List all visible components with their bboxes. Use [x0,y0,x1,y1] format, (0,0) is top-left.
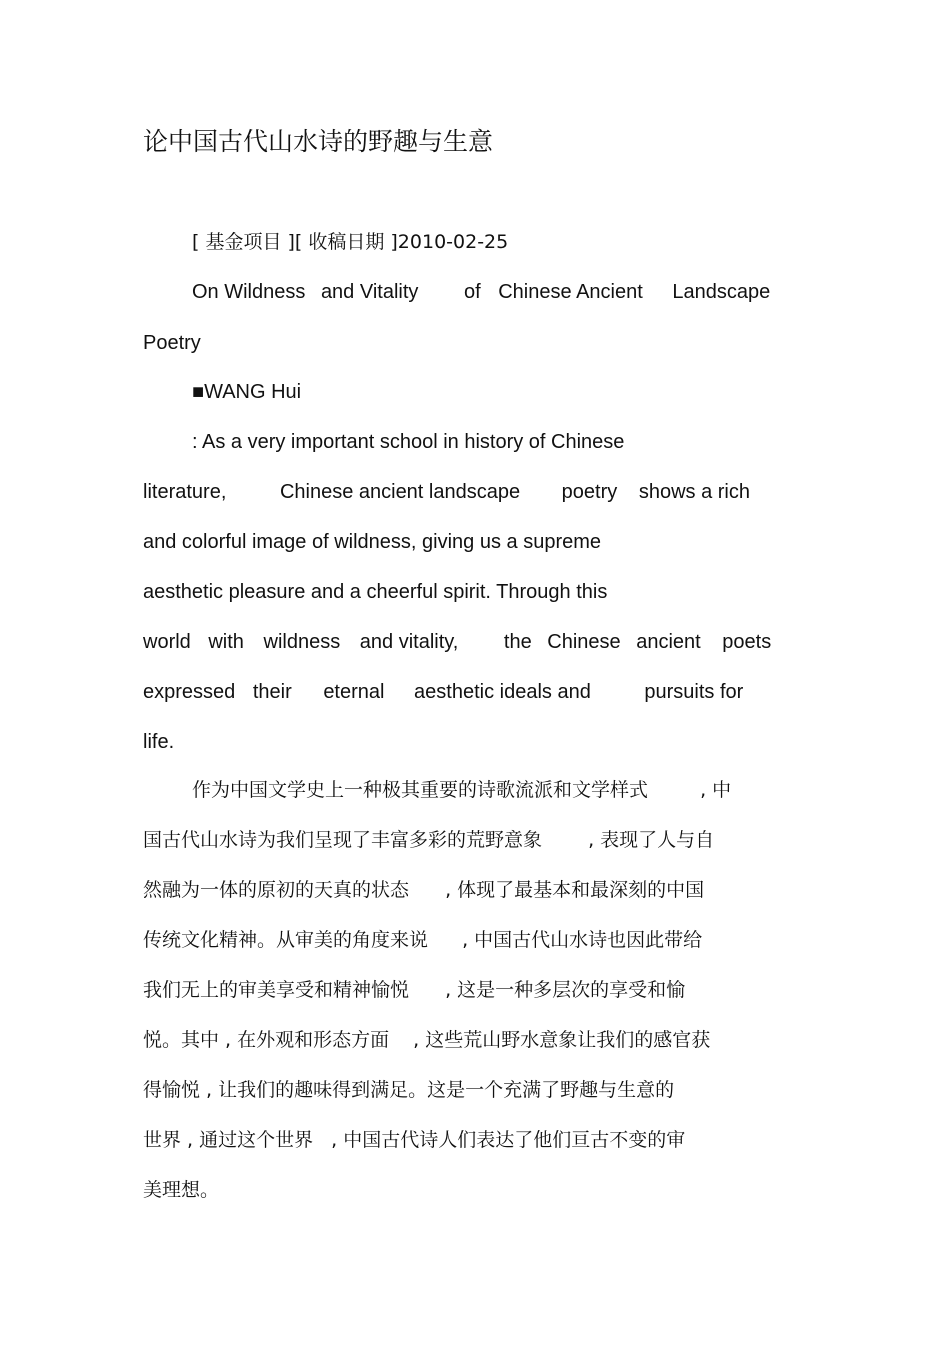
body-segment: , 中 [700,779,732,801]
body-segment: , 这些荒山野水意象让我们的感官获 [413,1029,711,1051]
body-line-4 [143,928,702,952]
abstract-line-1: : As a very important school in history of Chinese [192,431,625,453]
fund-and-date-line: [ 基金项目 ][ 收稿日期 ]2010-02-25 [192,231,509,253]
abstract-segment: literature, [143,481,227,503]
english-title-segment: On Wildness [192,281,306,303]
body-line-5 [143,978,685,1002]
english-title-line-2: Poetry [143,332,201,354]
abstract-segment: wildness [263,631,341,653]
body-segment: 作为中国文学史上一种极其重要的诗歌流派和文学样式 [192,779,649,801]
abstract-segment: world [143,631,191,653]
body-segment: 我们无上的审美享受和精神愉悦 [143,979,410,1001]
abstract-line-6 [143,680,743,704]
body-segment: 世界 , 通过这个世界 [143,1129,314,1151]
abstract-segment: poets [722,631,772,653]
abstract-segment: ancient [636,631,701,653]
body-segment: , 体现了最基本和最深刻的中国 [445,879,705,901]
abstract-segment: Chinese [547,631,621,653]
body-segment: 然融为一体的原初的天真的状态 [143,879,410,901]
body-segment: , 中国古代诗人们表达了他们亘古不变的审 [331,1129,686,1151]
abstract-segment: the [503,631,532,653]
abstract-segment: and vitality, [359,631,459,653]
abstract-segment: expressed [143,681,236,703]
abstract-segment: Chinese ancient landscape [279,481,521,503]
body-segment: , 中国古代山水诗也因此带给 [462,929,703,951]
body-segment: 悦。其中 , 在外观和形态方面 [143,1029,390,1051]
body-segment: 国古代山水诗为我们呈现了丰富多彩的荒野意象 [143,829,543,851]
body-segment: , 表现了人与自 [588,829,715,851]
body-line-7: 得愉悦 , 让我们的趣味得到满足。这是一个充满了野趣与生意的 [143,1079,675,1101]
abstract-line-3: and colorful image of wildness, giving us a supreme [143,531,602,553]
english-title-segment: Chinese Ancient [498,281,643,303]
english-title-segment: and Vitality [320,281,419,303]
author-line: ■WANG Hui [192,381,302,403]
body-line-3 [143,878,704,902]
abstract-segment: shows a rich [638,481,750,503]
abstract-segment: eternal [323,681,385,703]
abstract-segment: pursuits for [644,681,744,703]
english-title-segment: of [463,281,481,303]
body-line-9: 美理想。 [143,1179,220,1201]
abstract-line-4: aesthetic pleasure and a cheerful spirit. Through this [143,581,608,603]
body-line-8 [143,1128,685,1152]
abstract-line-7: life. [143,731,175,753]
abstract-segment: with [208,631,244,653]
page-title: 论中国古代山水诗的野趣与生意 [143,127,494,156]
body-line-6 [143,1028,710,1052]
abstract-segment: poetry [561,481,618,503]
english-title-line-1 [192,280,770,304]
abstract-line-2 [143,480,750,504]
body-line-1 [192,778,731,802]
abstract-line-5 [143,630,771,654]
body-segment: 传统文化精神。从审美的角度来说 [143,929,429,951]
body-line-2 [143,828,714,852]
english-title-segment: Landscape [672,281,771,303]
abstract-segment: their [252,681,292,703]
body-segment: , 这是一种多层次的享受和愉 [445,979,686,1001]
abstract-segment: aesthetic ideals and [414,681,591,703]
